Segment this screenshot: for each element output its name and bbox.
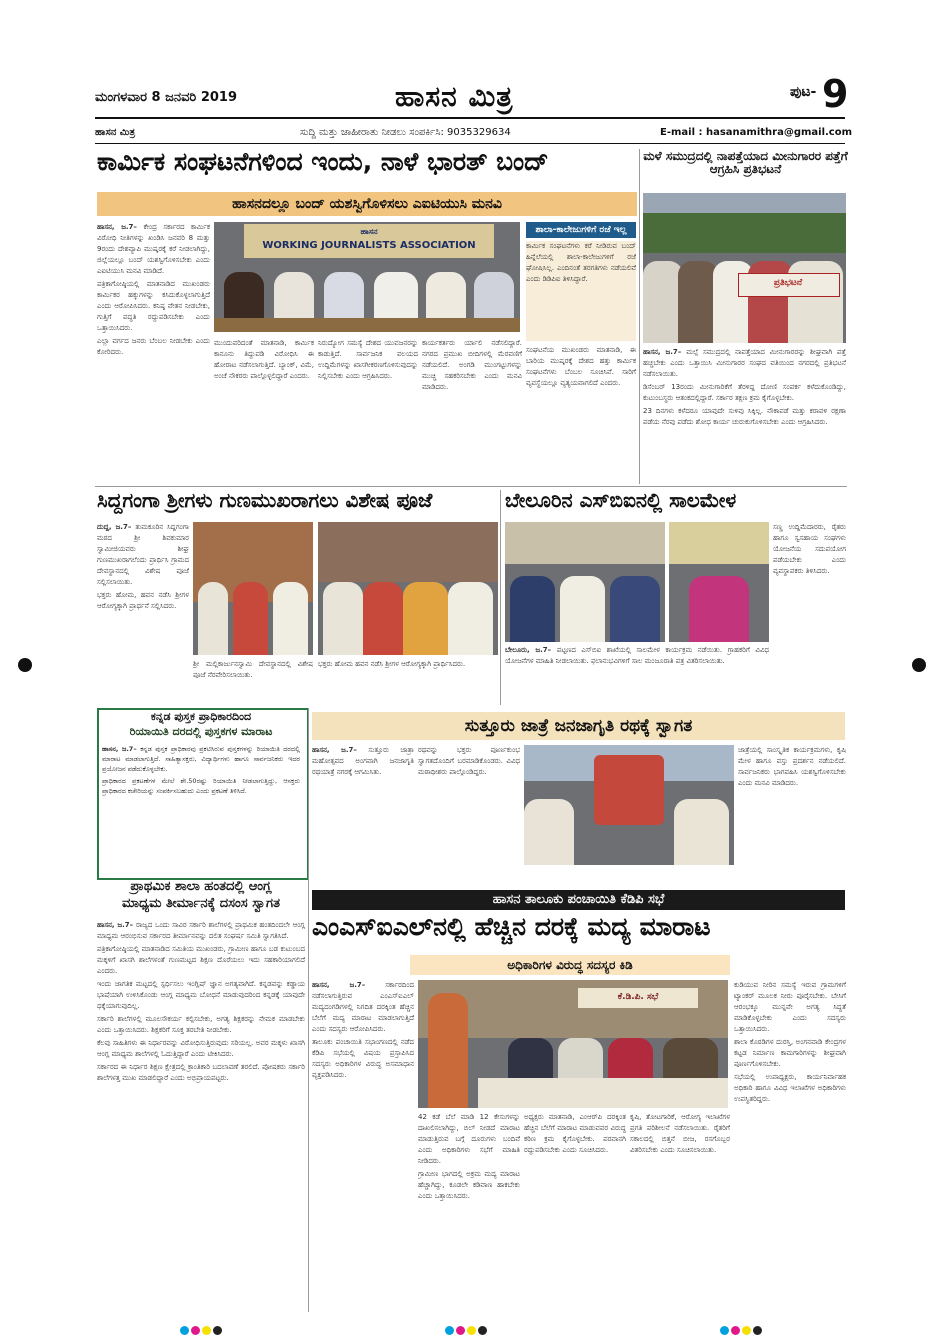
cmyk-marks-left	[180, 1320, 224, 1339]
column-divider-3	[308, 708, 309, 1312]
cmyk-marks-right	[720, 1320, 764, 1339]
story6-text-col1: ಹಾಸನ, ಜ.7– ಸುತ್ತೂರು ಜಾತ್ರಾ ಮಹೋತ್ಸವದ ಅಂಗವಾಗಿ ಜನಜಾಗೃತಿ ರಥಯಾತ್ರೆ ನಗರಕ್ಕೆ ಆಗಮಿಸಿತು.	[312, 746, 414, 776]
headline-english-medium-1: ಪ್ರಾಥಮಿಕ ಶಾಲಾ ಹಂತದಲ್ಲಿ ಆಂಗ್ಲ	[130, 879, 272, 894]
story2-text: ಹಾಸನ, ಜ.7– ಮಲ್ಪೆ ಸಮುದ್ರದಲ್ಲಿ ನಾಪತ್ತೆಯಾದ ಮೀನುಗಾರರನ್ನು ಶೀಘ್ರವಾಗಿ ಪತ್ತೆ ಹಚ್ಚಬೇಕು ಎಂದು ಒತ್ತಾಯಿಸಿ ಮೀನುಗಾರರ ಸಂಘದ ವತಿಯಿಂದ ನಗರದಲ್ಲಿ ಪ್ರತಿಭಟನೆ ನಡೆಸಲಾಯಿತು. ಡಿಸೆಂಬರ್ 13ರಂದು ಮೀನುಗಾರಿಕೆಗೆ ತೆರಳಿದ್ದ ದೋಣಿ ಸಂಪರ್ಕ ಕಳೆದುಕೊಂಡಿದ್ದು, ಕುಟುಂಬಸ್ಥರು ಆತಂಕದಲ್ಲಿದ್ದಾರೆ. ಸರ್ಕಾರ ತಕ್ಷಣ ಕ್ರಮ ಕೈಗೊಳ್ಳಬೇಕು. 23 ದಿನಗಳು ಕಳೆದರೂ ಯಾವುದೇ ಸುಳಿವು ಸಿಕ್ಕಿಲ್ಲ. ನೌಕಾಪಡೆ ಮತ್ತು ಕರಾವಳಿ ರಕ್ಷಣಾ ಪಡೆಯ ನೆರವು ಪಡೆದು ಶೋಧ ಕಾರ್ಯ ಚುರುಕುಗೊಳಿಸಬೇಕು ಎಂದು ಆಗ್ರಹಿಸಿದರು.	[643, 348, 846, 426]
column-divider	[639, 149, 640, 484]
brand-tag: ಹಾಸನ ಮಿತ್ರ	[95, 127, 136, 138]
pooja-caption-1: ಶ್ರೀ ಮಲ್ಲಿಕಾರ್ಜುನಸ್ವಾಮಿ ದೇವಸ್ಥಾನದಲ್ಲಿ ವಿಶೇಷ ಪೂಜೆ ನೆರವೇರಿಸಲಾಯಿತು.	[193, 660, 313, 679]
headline-bharat-bandh: ಕಾರ್ಮಿಕ ಸಂಘಟನೆಗಳಿಂದ ಇಂದು, ನಾಳೆ ಭಾರತ್ ಬಂದ್	[97, 147, 549, 176]
headline-siddaganga: ಸಿದ್ದಗಂಗಾ ಶ್ರೀಗಳು ಗುಣಮುಖರಾಗಲು ವಿಶೇಷ ಪೂಜೆ	[97, 488, 433, 512]
story8-text-col2: 42 ಕಡೆ ಬೆಲೆ ಮಾಡಿ 12 ಕೇಸುಗಳನ್ನು ದಾಖಲಿಸಲಾಗಿದ್ದು, ಬಿಲ್ ನೀಡದೆ ಮಾರಾಟ ಮಾಡುತ್ತಿರುವ ಬಗ್ಗೆ ದೂರುಗಳು ಬಂದಿವೆ ಎಂದು ಅಧಿಕಾರಿಗಳು ಸಭೆಗೆ ಮಾಹಿತಿ ನೀಡಿದರು. ಗ್ರಾಮೀಣ ಭಾಗದಲ್ಲಿ ಅಕ್ರಮ ಮದ್ಯ ಮಾರಾಟ ಹೆಚ್ಚಾಗಿದ್ದು, ಕೂಡಲೇ ಕಡಿವಾಣ ಹಾಕಬೇಕು ಎಂದು ಒತ್ತಾಯಿಸಿದರು.	[418, 1113, 520, 1200]
pooja-photo-2	[318, 522, 498, 655]
rath-photo	[524, 745, 734, 865]
photo-banner-sub: ಹಾಸನ	[360, 227, 378, 236]
story4-text-col2: ಸಣ್ಣ ಉದ್ದಿಮೆದಾರರು, ರೈತರು ಹಾಗೂ ಸ್ವಸಹಾಯ ಸಂಘಗಳು ಯೋಜನೆಯ ಸದುಪಯೋಗ ಪಡೆಯಬೇಕು ಎಂದು ವ್ಯವಸ್ಥಾಪಕರು ತಿಳಿಸಿದರು.	[773, 523, 846, 575]
headline-book-sale-2: ರಿಯಾಯಿತಿ ದರದಲ್ಲಿ ಪುಸ್ತಕಗಳ ಮಾರಾಟ	[129, 725, 273, 738]
subheader-rule	[95, 143, 845, 144]
story3-text-col1: ದುದ್ದ, ಜ.7– ತುಮಕೂರಿನ ಸಿದ್ದಗಂಗಾ ಮಠದ ಶ್ರೀ ಶಿವಕುಮಾರ ಸ್ವಾಮೀಜಿಯವರು ಶೀಘ್ರ ಗುಣಮುಖರಾಗಲೆಂದು ಪ್ರಾರ್ಥಿಸಿ ಗ್ರಾಮದ ದೇವಸ್ಥಾನದಲ್ಲಿ ವಿಶೇಷ ಪೂಜೆ ಸಲ್ಲಿಸಲಾಯಿತು. ಭಕ್ತರು ಹೋಮ, ಹವನ ನಡೆಸಿ ಶ್ರೀಗಳ ಆರೋಗ್ಯಕ್ಕಾಗಿ ಪ್ರಾರ್ಥನೆ ಸಲ್ಲಿಸಿದರು.	[97, 523, 189, 610]
headline-fishermen: ಮಳೆ ಸಮುದ್ರದಲ್ಲಿ ನಾಪತ್ತೆಯಾದ ಮೀನುಗಾರರ ಪತ್ತೆಗೆ ಆಗ್ರಹಿಸಿ ಪ್ರತಿಭಟನೆ	[643, 149, 848, 176]
story1-text-col2: ಮುಂದುವರಿದಂತೆ ಮಾತನಾಡಿ, ಕಾರ್ಮಿಕ ಕಾನೂನು ತಿದ್ದುಪಡಿ ವಿರೋಧಿಸಿ ಈ ಹೋರಾಟ ನಡೆಸಲಾಗುತ್ತಿದೆ. ಬ್ಯಾಂಕ್, ವಿಮೆ, ಅಂಚೆ ನೌಕರರು ಪಾಲ್ಗೊಳ್ಳಲಿದ್ದಾರೆ ಎಂದರು.	[214, 339, 314, 380]
masthead-rule	[95, 117, 845, 119]
subhead-bandh: ಹಾಸನದಲ್ಲೂ ಬಂದ್ ಯಶಸ್ವಿಗೊಳಿಸಲು ಎಐಟಿಯುಸಿ ಮನವಿ	[97, 192, 637, 216]
sidebar-heading: ಶಾಲಾ-ಕಾಲೇಜುಗಳಿಗೆ ರಜೆ ಇಲ್ಲ	[526, 222, 636, 238]
loan-mela-photo-2	[669, 522, 769, 642]
headline-sbi-loan: ಬೇಲೂರಿನ ಎಸ್‌ಬಿಐನಲ್ಲಿ ಸಾಲಮೇಳ	[505, 488, 737, 512]
story1-text-col1: ಹಾಸನ, ಜ.7– ಕೇಂದ್ರ ಸರ್ಕಾರದ ಕಾರ್ಮಿಕ ವಿರೋಧಿ ನೀತಿಗಳನ್ನು ಖಂಡಿಸಿ ಜನವರಿ 8 ಮತ್ತು 9ರಂದು ದೇಶವ್ಯಾಪಿ ಮುಷ್ಕರಕ್ಕೆ ಕರೆ ನೀಡಲಾಗಿದ್ದು, ಜಿಲ್ಲೆಯಲ್ಲೂ ಬಂದ್ ಯಶಸ್ವಿಗೊಳಿಸಬೇಕು ಎಂದು ಎಐಟಿಯುಸಿ ಮನವಿ ಮಾಡಿದೆ. ಪತ್ರಿಕಾಗೋಷ್ಠಿಯಲ್ಲಿ ಮಾತನಾಡಿದ ಮುಖಂಡರು ಕಾರ್ಮಿಕರ ಹಕ್ಕುಗಳನ್ನು ಕಸಿದುಕೊಳ್ಳಲಾಗುತ್ತಿದೆ ಎಂದು ಆರೋಪಿಸಿದರು. ಕನಿಷ್ಠ ವೇತನ ನೀಡಬೇಕು, ಗುತ್ತಿಗೆ ಪದ್ಧತಿ ರದ್ದುಪಡಿಸಬೇಕು ಎಂದು ಒತ್ತಾಯಿಸಿದರು. ಎಲ್ಲಾ ವರ್ಗದ ಜನರು ಬೆಂಬಲ ನೀಡಬೇಕು ಎಂದು ಕೋರಿದರು.	[97, 223, 210, 356]
headline-msil-liquor: ಎಂಎಸ್‌ಐಎಲ್‌ನಲ್ಲಿ ಹೆಚ್ಚಿನ ದರಕ್ಕೆ ಮದ್ಯ ಮಾರಾಟ	[312, 912, 711, 941]
kdp-meeting-photo	[418, 980, 728, 1108]
registration-mark-right	[912, 658, 926, 672]
headline-suttur-rath: ಸುತ್ತೂರು ಜಾತ್ರೆ ಜನಜಾಗೃತಿ ರಥಕ್ಕೆ ಸ್ವಾಗತ	[312, 712, 845, 740]
contact-line: ಸುದ್ದಿ ಮತ್ತು ಜಾಹೀರಾತು ನೀಡಲು ಸಂಪರ್ಕಿಸಿ: 9035329634	[300, 127, 511, 138]
section-divider	[95, 486, 847, 487]
loan-mela-photo-1	[505, 522, 665, 642]
page-label: ಪುಟ-	[790, 84, 817, 100]
protest-photo	[643, 193, 846, 343]
story6-text-col2: ರಥವನ್ನು ಭಕ್ತರು ಪೂರ್ಣಕುಂಭ ಸ್ವಾಗತದೊಂದಿಗೆ ಬರಮಾಡಿಕೊಂಡರು. ವಿವಿಧ ಮಠಾಧೀಶರು ಪಾಲ್ಗೊಂಡಿದ್ದರು.	[418, 746, 520, 776]
story8-text-col3: ಅಧ್ಯಕ್ಷರು ಮಾತನಾಡಿ, ಎಂಆರ್‌ಪಿ ದರಕ್ಕಿಂತ ಹೆಚ್ಚಿನ ಬೆಲೆಗೆ ಮಾರಾಟ ಮಾಡುವವರ ವಿರುದ್ಧ ಕಠಿಣ ಕ್ರಮ ಕೈಗೊಳ್ಳಬೇಕು. ಪರವಾನಗಿ ರದ್ದುಪಡಿಸಬೇಕು ಎಂದು ಸೂಚಿಸಿದರು.	[524, 1113, 626, 1154]
story8-text-col1: ಹಾಸನ, ಜ.7– ಸರ್ಕಾರದಿಂದ ನಡೆಸಲಾಗುತ್ತಿರುವ ಎಂಎಸ್‌ಐಎಲ್ ಮದ್ಯದಂಗಡಿಗಳಲ್ಲಿ ನಿಗದಿತ ದರಕ್ಕಿಂತ ಹೆಚ್ಚಿನ ಬೆಲೆಗೆ ಮದ್ಯ ಮಾರಾಟ ಮಾಡಲಾಗುತ್ತಿದೆ ಎಂದು ಸದಸ್ಯರು ಆರೋಪಿಸಿದರು. ತಾಲೂಕು ಪಂಚಾಯಿತಿ ಸಭಾಂಗಣದಲ್ಲಿ ನಡೆದ ಕೆಡಿಪಿ ಸಭೆಯಲ್ಲಿ ವಿಷಯ ಪ್ರಸ್ತಾಪಿಸಿದ ಸದಸ್ಯರು ಅಧಿಕಾರಿಗಳ ವಿರುದ್ಧ ಅಸಮಾಧಾನ ವ್ಯಕ್ತಪಡಿಸಿದರು.	[312, 981, 414, 1079]
story8-text-col4: ಕೃಷಿ, ತೋಟಗಾರಿಕೆ, ಆರೋಗ್ಯ ಇಲಾಖೆಗಳ ಪ್ರಗತಿ ಪರಿಶೀಲನೆ ನಡೆಸಲಾಯಿತು. ರೈತರಿಗೆ ಸಕಾಲದಲ್ಲಿ ಬಿತ್ತನೆ ಬೀಜ, ರಸಗೊಬ್ಬರ ವಿತರಿಸಬೇಕು ಎಂದು ಸೂಚಿಸಲಾಯಿತು.	[630, 1113, 730, 1154]
protest-banner-text: ಪ್ರತಿಭಟನೆ	[773, 278, 803, 288]
registration-mark-left	[18, 658, 32, 672]
story6-text-col3: ಜಾತ್ರೆಯಲ್ಲಿ ಸಾಂಸ್ಕೃತಿಕ ಕಾರ್ಯಕ್ರಮಗಳು, ಕೃಷಿ ಮೇಳ ಹಾಗೂ ವಸ್ತು ಪ್ರದರ್ಶನ ನಡೆಯಲಿದೆ. ಸಾರ್ವಜನಿಕರು ಭಾಗವಹಿಸಿ ಯಶಸ್ವಿಗೊಳಿಸಬೇಕು ಎಂದು ಮನವಿ ಮಾಡಿದರು.	[738, 746, 846, 787]
story8-text-col5: ಕುಡಿಯುವ ನೀರಿನ ಸಮಸ್ಯೆ ಇರುವ ಗ್ರಾಮಗಳಿಗೆ ಟ್ಯಾಂಕರ್ ಮೂಲಕ ನೀರು ಪೂರೈಸಬೇಕು. ಬೇಸಿಗೆ ಆರಂಭಕ್ಕೂ ಮುನ್ನವೇ ಅಗತ್ಯ ಸಿದ್ಧತೆ ಮಾಡಿಕೊಳ್ಳಬೇಕು ಎಂದು ಸದಸ್ಯರು ಒತ್ತಾಯಿಸಿದರು. ಶಾಲಾ ಕೊಠಡಿಗಳ ದುರಸ್ತಿ, ಅಂಗನವಾಡಿ ಕೇಂದ್ರಗಳ ಕಟ್ಟಡ ನಿರ್ಮಾಣ ಕಾಮಗಾರಿಗಳನ್ನು ಶೀಘ್ರವಾಗಿ ಪೂರ್ಣಗೊಳಿಸಬೇಕು. ಸಭೆಯಲ್ಲಿ ಉಪಾಧ್ಯಕ್ಷರು, ಕಾರ್ಯನಿರ್ವಾಹಕ ಅಧಿಕಾರಿ ಹಾಗೂ ವಿವಿಧ ಇಲಾಖೆಗಳ ಅಧಿಕಾರಿಗಳು ಉಪಸ್ಥಿತರಿದ್ದರು.	[734, 981, 846, 1103]
cmyk-marks-center	[445, 1320, 489, 1339]
pooja-photo-1	[193, 522, 313, 655]
story7-text: ಹಾಸನ, ಜ.7– ರಾಜ್ಯದ ಒಂದು ಸಾವಿರ ಸರ್ಕಾರಿ ಶಾಲೆಗಳಲ್ಲಿ ಪ್ರಾಥಮಿಕ ಹಂತದಿಂದಲೇ ಆಂಗ್ಲ ಮಾಧ್ಯಮ ಆರಂಭಿಸುವ ಸರ್ಕಾರದ ತೀರ್ಮಾನವನ್ನು ದಲಿತ ಸಂಘರ್ಷ ಸಮಿತಿ ಸ್ವಾಗತಿಸಿದೆ. ಪತ್ರಿಕಾಗೋಷ್ಠಿಯಲ್ಲಿ ಮಾತನಾಡಿದ ಸಮಿತಿಯ ಮುಖಂಡರು, ಗ್ರಾಮೀಣ ಹಾಗೂ ಬಡ ಕುಟುಂಬದ ಮಕ್ಕಳಿಗೆ ಖಾಸಗಿ ಶಾಲೆಗಳಂತೆ ಗುಣಮಟ್ಟದ ಶಿಕ್ಷಣ ದೊರೆಯಲು ಇದು ಸಹಕಾರಿಯಾಗಲಿದೆ ಎಂದರು. ಇಂದು ಜಾಗತಿಕ ಮಟ್ಟದಲ್ಲಿ ಸ್ಪರ್ಧಿಸಲು ಇಂಗ್ಲಿಷ್ ಜ್ಞಾನ ಅಗತ್ಯವಾಗಿದೆ. ಕನ್ನಡವನ್ನು ಕಡ್ಡಾಯ ಭಾಷೆಯಾಗಿ ಉಳಿಸಿಕೊಂಡು ಆಂಗ್ಲ ಮಾಧ್ಯಮ ಬೋಧನೆ ಮಾಡುವುದರಿಂದ ಕನ್ನಡಕ್ಕೆ ಯಾವುದೇ ಧಕ್ಕೆಯಾಗುವುದಿಲ್ಲ. ಸರ್ಕಾರಿ ಶಾಲೆಗಳಲ್ಲಿ ಮೂಲಸೌಕರ್ಯ ಕಲ್ಪಿಸಬೇಕು, ಅಗತ್ಯ ಶಿಕ್ಷಕರನ್ನು ನೇಮಕ ಮಾಡಬೇಕು ಎಂದು ಒತ್ತಾಯಿಸಿದರು. ಶಿಕ್ಷಕರಿಗೆ ಸೂಕ್ತ ತರಬೇತಿ ನೀಡಬೇಕು. ಕೆಲವು ಸಾಹಿತಿಗಳು ಈ ನಿರ್ಧಾರವನ್ನು ವಿರೋಧಿಸುತ್ತಿರುವುದು ಸರಿಯಲ್ಲ. ಅವರ ಮಕ್ಕಳು ಖಾಸಗಿ ಆಂಗ್ಲ ಮಾಧ್ಯಮ ಶಾಲೆಗಳಲ್ಲಿ ಓದುತ್ತಿದ್ದಾರೆ ಎಂದು ಟೀಕಿಸಿದರು. ಸರ್ಕಾರದ ಈ ನಿರ್ಧಾರ ಶಿಕ್ಷಣ ಕ್ಷೇತ್ರದಲ್ಲಿ ಕ್ರಾಂತಿಕಾರಿ ಬದಲಾವಣೆ ತರಲಿದೆ. ಪೋಷಕರು ಸರ್ಕಾರಿ ಶಾಲೆಗಳತ್ತ ಮುಖ ಮಾಡಲಿದ್ದಾರೆ ಎಂದು ಅಭಿಪ್ರಾಯಪಟ್ಟರು.	[97, 921, 305, 1082]
press-meet-photo	[214, 222, 520, 332]
email-line: E-mail : hasanamithra@gmail.com	[660, 127, 853, 138]
edition-date: ಮಂಗಳವಾರ 8 ಜನವರಿ 2019	[95, 90, 238, 105]
kicker-kdp-meeting: ಹಾಸನ ತಾಲೂಕು ಪಂಚಾಯಿತಿ ಕೆಡಿಪಿ ಸಭೆ	[312, 890, 845, 910]
story1-text-col4: ಕಾರ್ಯಕರ್ತರು ರ್ಯಾಲಿ ನಡೆಸಲಿದ್ದಾರೆ. ನಗರದ ಪ್ರಮುಖ ಬೀದಿಗಳಲ್ಲಿ ಮೆರವಣಿಗೆ ನಡೆಯಲಿದೆ. ಅಂಗಡಿ ಮುಂಗಟ್ಟುಗಳನ್ನು ಮುಚ್ಚಿ ಸಹಕರಿಸಬೇಕು ಎಂದು ಮನವಿ ಮಾಡಿದರು.	[422, 339, 522, 391]
sidebar-text: ಕಾರ್ಮಿಕ ಸಂಘಟನೆಗಳು ಕರೆ ನೀಡಿರುವ ಬಂದ್ ಹಿನ್ನೆಲೆಯಲ್ಲಿ ಶಾಲಾ-ಕಾಲೇಜುಗಳಿಗೆ ರಜೆ ಘೋಷಿಸಿಲ್ಲ. ಎಂದಿನಂತೆ ತರಗತಿಗಳು ನಡೆಯಲಿವೆ ಎಂದು ಡಿಡಿಪಿಐ ತಿಳಿಸಿದ್ದಾರೆ.	[526, 241, 636, 341]
story1-text-col5: ಸಂಘಟನೆಯ ಮುಖಂಡರು ಮಾತನಾಡಿ, ಈ ಬಾರಿಯ ಮುಷ್ಕರಕ್ಕೆ ದೇಶದ ಹತ್ತು ಕಾರ್ಮಿಕ ಸಂಘಟನೆಗಳು ಬೆಂಬಲ ಸೂಚಿಸಿವೆ. ಸಾರಿಗೆ ವ್ಯವಸ್ಥೆಯಲ್ಲೂ ವ್ಯತ್ಯಯವಾಗಲಿದೆ ಎಂದರು.	[526, 346, 636, 387]
story5-text: ಹಾಸನ, ಜ.7– ಕನ್ನಡ ಪುಸ್ತಕ ಪ್ರಾಧಿಕಾರವು ಪ್ರಕಟಿಸಿರುವ ಪುಸ್ತಕಗಳನ್ನು ರಿಯಾಯಿತಿ ದರದಲ್ಲಿ ಮಾರಾಟ ಮಾಡಲಾಗುತ್ತಿದೆ. ಸಾಹಿತ್ಯಾಸಕ್ತರು, ವಿದ್ಯಾರ್ಥಿಗಳು ಹಾಗೂ ಸಾರ್ವಜನಿಕರು ಇದರ ಪ್ರಯೋಜನ ಪಡೆದುಕೊಳ್ಳಬೇಕು. ಪ್ರಾಧಿಕಾರದ ಪ್ರಕಟಣೆಗಳ ಮೇಲೆ ಶೇ.50ರಷ್ಟು ರಿಯಾಯಿತಿ ನೀಡಲಾಗುತ್ತಿದ್ದು, ಆಸಕ್ತರು ಪ್ರಾಧಿಕಾರದ ಕಚೇರಿಯನ್ನು ಸಂಪರ್ಕಿಸಬಹುದು ಎಂದು ಪ್ರಕಟಣೆ ತಿಳಿಸಿದೆ.	[102, 745, 300, 795]
photo-banner-text: WORKING JOURNALISTS ASSOCIATION	[262, 240, 476, 251]
story1-text-col3: ನಿರುದ್ಯೋಗ ಸಮಸ್ಯೆ ದೇಶದ ಯುವಜನರನ್ನು ಕಾಡುತ್ತಿದೆ. ಸಾರ್ವಜನಿಕ ವಲಯದ ಉದ್ದಿಮೆಗಳನ್ನು ಖಾಸಗೀಕರಣಗೊಳಿಸುವುದನ್ನು ನಿಲ್ಲಿಸಬೇಕು ಎಂದು ಆಗ್ರಹಿಸಿದರು.	[318, 339, 418, 380]
column-divider-2	[500, 490, 501, 705]
kdp-banner-text: ಕೆ.ಡಿ.ಪಿ. ಸಭೆ	[617, 992, 659, 1002]
story4-text: ಬೇಲೂರು, ಜ.7– ಪಟ್ಟಣದ ಎಸ್‌ಬಿಐ ಶಾಖೆಯಲ್ಲಿ ಸಾಲಮೇಳ ಕಾರ್ಯಕ್ರಮ ನಡೆಯಿತು. ಗ್ರಾಹಕರಿಗೆ ವಿವಿಧ ಯೋಜನೆಗಳ ಮಾಹಿತಿ ನೀಡಲಾಯಿತು. ಫಲಾನುಭವಿಗಳಿಗೆ ಸಾಲ ಮಂಜೂರಾತಿ ಪತ್ರ ವಿತರಿಸಲಾಯಿತು.	[505, 646, 769, 665]
subhead-members-angry: ಅಧಿಕಾರಿಗಳ ವಿರುದ್ಧ ಸದಸ್ಯರ ಕಿಡಿ	[410, 955, 730, 975]
headline-book-sale-1: ಕನ್ನಡ ಪುಸ್ತಕ ಪ್ರಾಧಿಕಾರದಿಂದ	[150, 710, 252, 723]
page-number: 9	[822, 72, 849, 116]
pooja-caption-2: ಭಕ್ತರು ಹೋಮ ಹವನ ನಡೆಸಿ ಶ್ರೀಗಳ ಆರೋಗ್ಯಕ್ಕಾಗಿ ಪ್ರಾರ್ಥಿಸಿದರು.	[318, 660, 466, 668]
headline-english-medium-2: ಮಾಧ್ಯಮ ತೀರ್ಮಾನಕ್ಕೆ ದಸಂಸ ಸ್ವಾಗತ	[122, 896, 280, 911]
newspaper-title: ಹಾಸನ ಮಿತ್ರ	[395, 80, 514, 113]
